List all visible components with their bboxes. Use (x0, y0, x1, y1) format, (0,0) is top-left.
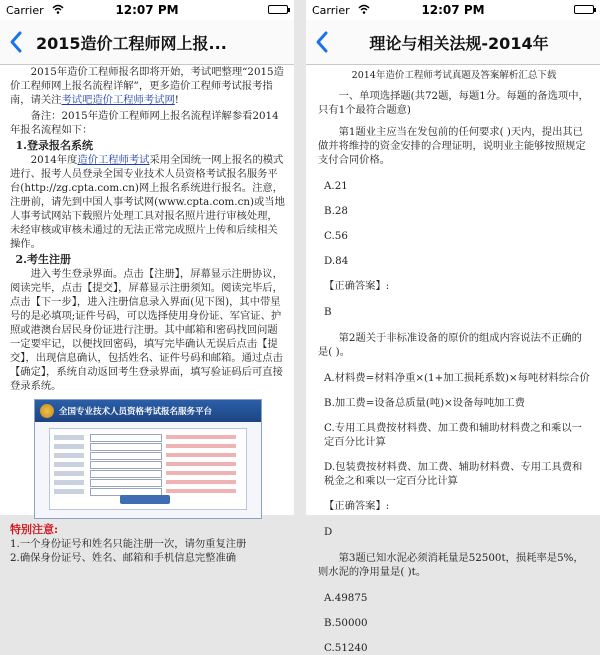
status-time: 12:07 PM (421, 3, 485, 17)
q1-answer-label: 【正确答案】: (324, 280, 390, 292)
screenshot-form (49, 428, 247, 510)
exam-site-link[interactable]: 考试吧造价工程师考试网 (61, 94, 175, 106)
section2-heading: 2.考生注册 (15, 253, 71, 266)
article-content[interactable] (0, 65, 294, 564)
q2-option-a: A.材料费=材料净重×(1+加工损耗系数)×每吨材料综合价 (324, 372, 590, 384)
question-1: 第1题业主应当在发包前的任何要求( )天内，提出其已做并将维持的资金安排的合理证明，说明业主能够按照规定支付合同价格。 (318, 126, 586, 166)
special-note-2: 2.确保身份证号、姓名、邮箱和手机信息完整准确 (10, 552, 237, 564)
chevron-left-icon (4, 28, 30, 56)
special-note-title: 特别注意: (10, 523, 59, 536)
status-bar (306, 0, 600, 20)
carrier-label: Carrier (312, 4, 350, 17)
article-content[interactable] (306, 65, 600, 654)
phone-screen-left (0, 0, 294, 564)
status-time: 12:07 PM (115, 3, 179, 17)
intro-paragraph (10, 65, 286, 107)
q1-option-d: D.84 (324, 255, 349, 267)
section1-paragraph (10, 153, 286, 251)
q3-option-c: C.51240 (324, 642, 368, 654)
section-intro: 一、单项选择题(共72题，每题1分。每题的备选项中，只有1个最符合题意) (318, 90, 589, 116)
q2-answer-label: 【正确答案】: (324, 500, 390, 512)
emblem-icon (40, 404, 54, 418)
q2-option-c: C.专用工具费按材料费、加工费和辅助材料费之和乘以一定百分比计算 (324, 422, 582, 448)
document-heading: 2014年造价工程师考试真题及答案解析汇总下载 (351, 70, 557, 81)
battery-icon (268, 5, 288, 14)
section1-text-b: 采用全国统一网上报名的模式进行、报考人员登录全国专业技术人员资格考试报名服务平台(http://zg.cpta.com.cn)网上报名系统进行报名。注意，注册前，请先到中国人事考试网(www.cpta.com.cn)或当地人事考试网站下载照片处理工具对报名照片进行审核处理，未经审核或审核未通过的无法正常完成照片上传和后续相关操作。 (10, 154, 285, 250)
q2-option-b: B.加工费=设备总质量(吨)×设备每吨加工费 (324, 397, 525, 409)
page-title: 2015造价工程师网上报... (36, 34, 227, 53)
navigation-bar (306, 20, 600, 65)
q2-option-d: D.包装费按材料费、加工费、辅助材料费、专用工具费和税金之和乘以一定百分比计算 (324, 461, 583, 487)
q3-option-a: A.49875 (324, 592, 368, 604)
chevron-left-icon (310, 28, 336, 56)
back-button[interactable] (4, 28, 30, 56)
note-paragraph: 备注：2015年造价工程师网上报名流程详解参看2014年报名流程如下： (10, 110, 279, 136)
status-bar (0, 0, 294, 20)
q2-answer: D (324, 526, 333, 538)
screenshot-banner-title: 全国专业技术人员资格考试报名服务平台 (59, 407, 213, 417)
question-3: 第3题已知水泥必须消耗量是52500t，损耗率是5%，则水泥的净用量是( )t。 (318, 552, 584, 578)
intro-end: ! (174, 94, 179, 106)
intro-text: 2015年造价工程师报名即将开始，考试吧整理“2015造价工程师网上报名流程详解”，更多造价工程师考试报考指南，请关注 (10, 66, 284, 106)
q3-option-b: B.50000 (324, 617, 368, 629)
q1-option-c: C.56 (324, 230, 348, 242)
back-button[interactable] (310, 28, 336, 56)
section1-text-a: 2014年度 (30, 154, 78, 166)
registration-screenshot (34, 399, 262, 519)
screenshot-submit (120, 495, 170, 504)
q1-answer: B (324, 306, 332, 318)
question-2: 第2题关于非标准设备的原价的组成内容说法不正确的是( )。 (318, 332, 582, 358)
special-note-1: 1.一个身份证号和姓名只能注册一次，请勿重复注册 (10, 538, 247, 550)
q1-option-a: A.21 (324, 180, 348, 192)
q1-option-b: B.28 (324, 205, 348, 217)
section2-paragraph: 进入考生登录界面。点击【注册】，屏幕显示注册协议，阅读完毕，点击【提交】，屏幕显示注册须知。阅读完毕后，点击【下一步】，进入注册信息录入界面(见下图)，其中带星号的是必填项;证件号码，可以选择使用身份证、军官证、护照或港澳台居民身份证进行注册。其中邮箱和密码找回问题一定要牢记，以便找回密码，填写完毕确认无误后点击【提交】，出现信息确认，包括姓名、证件号码和邮箱。通过点击【确定】，系统自动返回考生登录界面，填写验证码后可直接登录系统。 (10, 268, 283, 392)
page-title: 理论与相关法规-2014年 (369, 34, 549, 53)
navigation-bar (0, 20, 294, 65)
carrier-label: Carrier (6, 4, 44, 17)
phone-screen-right (306, 0, 600, 654)
battery-icon (574, 5, 594, 14)
exam-link[interactable]: 造价工程师考试 (77, 154, 150, 166)
screenshot-banner (35, 400, 261, 422)
section1-heading: 1.登录报名系统 (15, 139, 93, 152)
